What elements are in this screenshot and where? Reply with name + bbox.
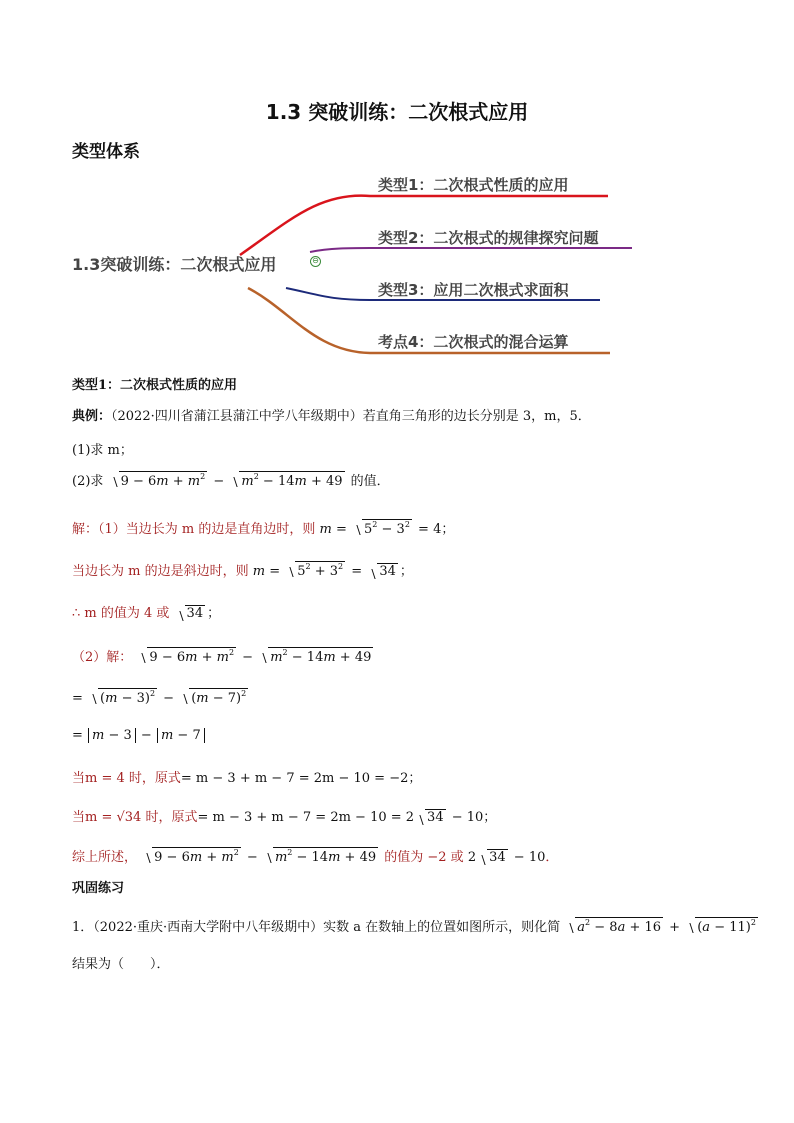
question-2: (2)求 $9 - 6m + m^2 - m^2 - 14m + 49$ 的值． (72, 472, 390, 489)
practice-question-1-cont: 结果为（ ）． (72, 957, 170, 972)
case2-prefix: 当 (72, 810, 86, 825)
case2-cond: m = √34 时，原式 (85, 810, 198, 825)
practice-q1-text: 1．（2022·重庆·西南大学附中八年级期中）实数 a 在数轴上的位置如图所示，则化简 (72, 920, 561, 935)
conclusion-end: ． (545, 850, 559, 865)
case1-expr: = m − 3 + m − 7 = 2m − 10 = −2； (180, 771, 422, 786)
sol1-b-text: 当边长为 m 的边是斜边时，则 (72, 564, 249, 579)
q2-suffix: 的值． (350, 474, 390, 489)
case1-prefix: 当 (72, 771, 86, 786)
case2-expr: = m − 3 + m − 7 = 2m − 10 = 2 (197, 810, 415, 825)
q2-prefix: (2)求 (72, 474, 104, 489)
sol1-c-text: ∴ m 的值为 4 或 (72, 606, 170, 621)
conclusion: 综上所述， $9 - 6m + m^2 - m^2 - 14m + 49$ 的值为 −2 或 2 34 − 10． (72, 848, 559, 865)
mindmap-node-2[interactable]: 类型2：二次根式的规律探究问题 (378, 229, 599, 247)
mindmap-node-1[interactable]: 类型1：二次根式性质的应用 (378, 176, 569, 194)
mindmap-root: 1.3突破训练：二次根式应用 (72, 255, 277, 274)
mindmap-node-3[interactable]: 类型3：应用二次根式求面积 (378, 281, 569, 299)
page-title: 1.3 突破训练：二次根式应用 (265, 100, 529, 124)
section-heading: 类型1：二次根式性质的应用 (72, 378, 238, 393)
case-2: 当m = √34 时，原式= m − 3 + m − 7 = 2m − 10 = 2 34 − 10； (72, 810, 497, 825)
example-line (72, 405, 591, 424)
solution-2-step-2: = m − 3 − m − 7 (72, 728, 206, 743)
case1-cond: m = 4 时，原式 (85, 771, 181, 786)
solution-2-start: （2）解： $9 - 6m + m^2 - m^2 - 14m + 49$ (72, 648, 372, 665)
solution-1-b: 当边长为 m 的边是斜边时，则 $m = 5^2 + 3^2 = 34$ ； (72, 562, 413, 579)
conclusion-mid: 的值为 −2 或 (384, 850, 464, 865)
solution-2-step-1: = $(m - 3)^2 - (m - 7)^2$ (72, 689, 247, 706)
solution-1-a: 解：（1）当边长为 m 的边是直角边时，则 $m = 5^2 - 3^2 = 4$； (72, 520, 455, 537)
system-heading: 类型体系 (72, 142, 140, 162)
question-1: (1)求 m； (72, 443, 133, 458)
example-label: 典例： (72, 409, 112, 424)
mindmap-node-4[interactable]: 考点4：二次根式的混合运算 (378, 333, 569, 351)
sol1-a-text: 解：（1）当边长为 m 的边是直角边时，则 (72, 522, 316, 537)
sol2-prefix: （2）解： (72, 650, 133, 665)
practice-heading: 巩固练习 (72, 881, 125, 896)
practice-question-1: 1．（2022·重庆·西南大学附中八年级期中）实数 a 在数轴上的位置如图所示，则化简 $a^2 - 8a + 16 + (a - 11)^2$ (72, 918, 756, 935)
collapse-icon[interactable]: ⊖ (310, 256, 321, 267)
example-text: （2022·四川省蒲江县蒲江中学八年级期中）若直角三角形的边长分别是 3，m，5． (111, 409, 591, 424)
branch-2-curve (310, 248, 632, 252)
solution-1-c: ∴ m 的值为 4 或 34 ； (72, 606, 221, 621)
conclusion-prefix: 综上所述， (72, 850, 138, 865)
case-1 (72, 767, 421, 786)
